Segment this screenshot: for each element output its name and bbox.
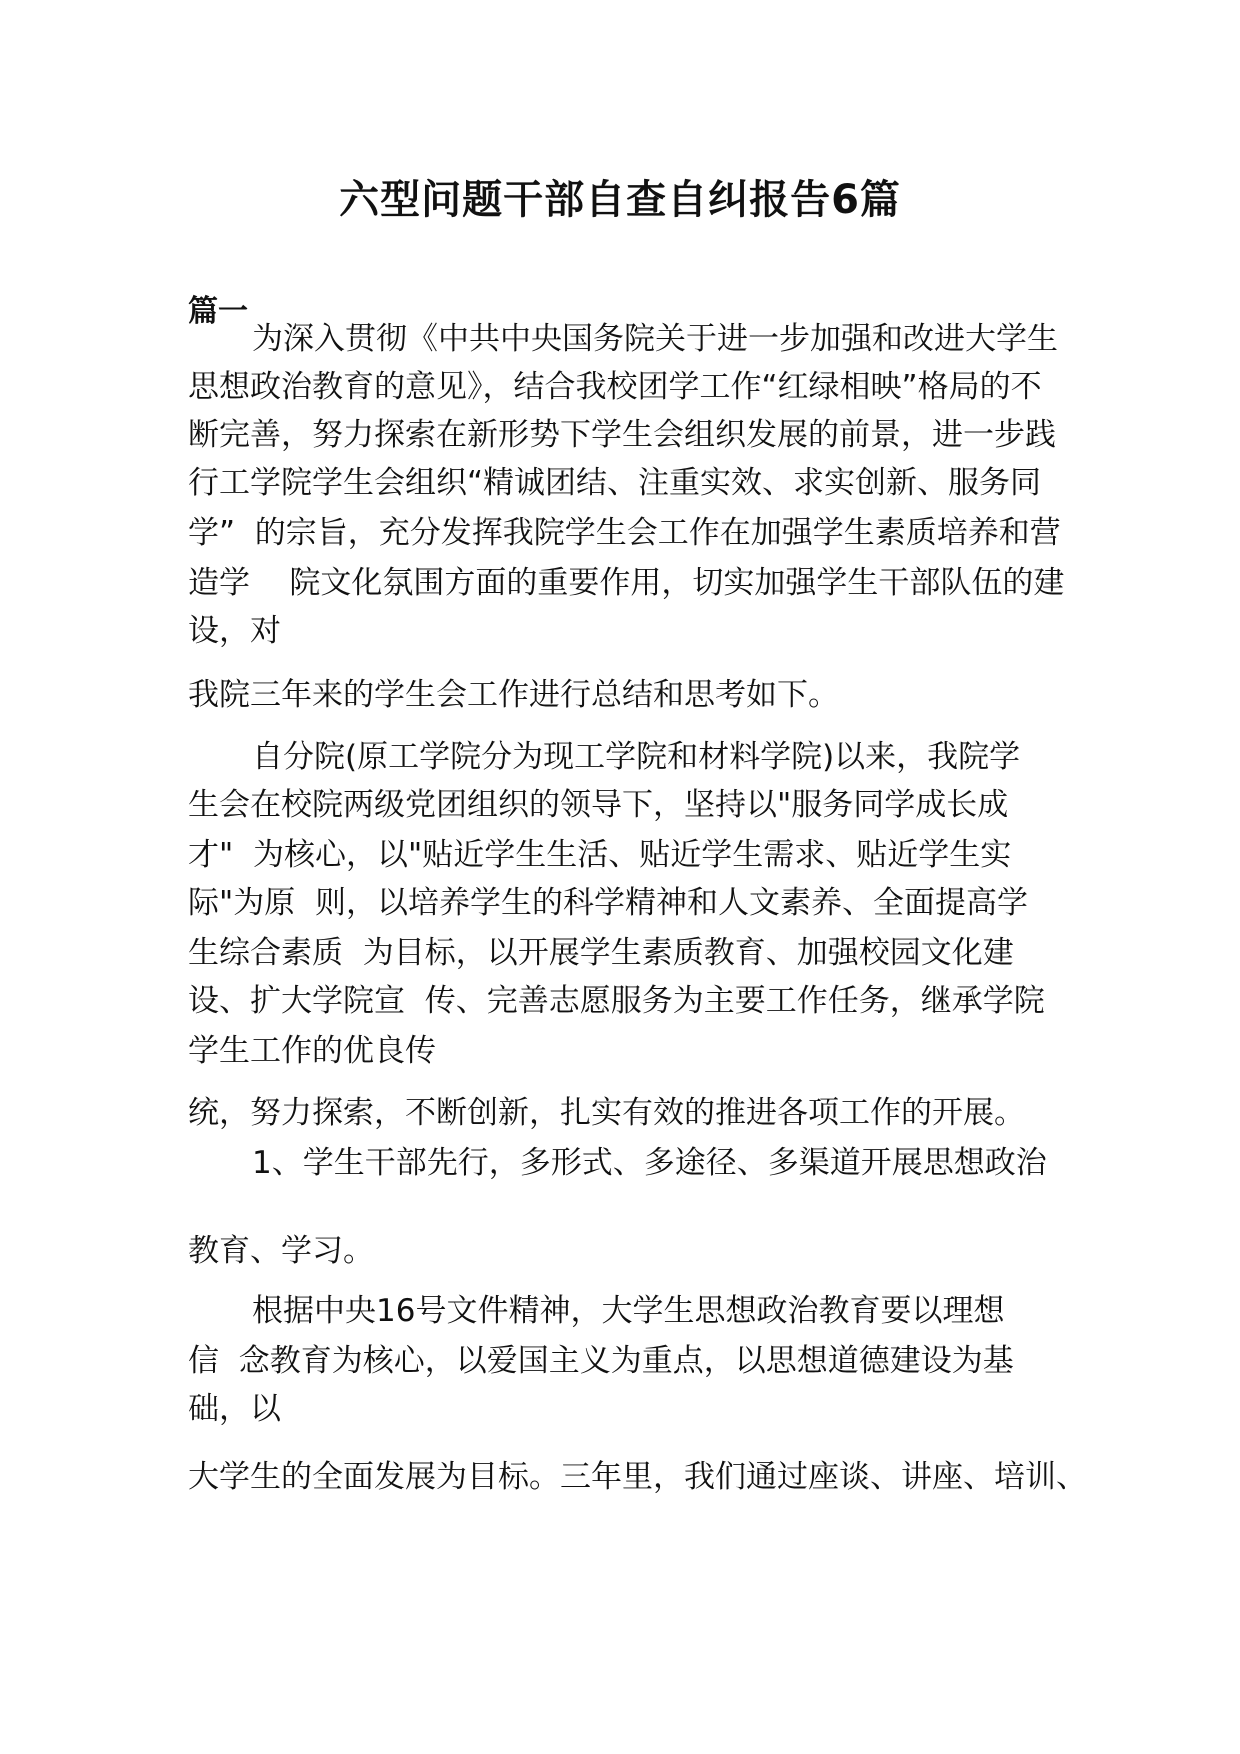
paragraph-line: 思想政治教育的意见》，结合我校团学工作“红绿相映”格局的不 — [188, 369, 1042, 405]
paragraph-line: 学生工作的优良传 — [188, 1033, 436, 1069]
paragraph-line: 大学生的全面发展为目标。三年里，我们通过座谈、讲座、培训、 — [188, 1459, 1087, 1495]
paragraph-line: 设、扩大学院宣 传、完善志愿服务为主要工作任务，继承学院 — [188, 983, 1045, 1019]
paragraph-line: 教育、学习。 — [188, 1233, 374, 1269]
paragraph-line: 我院三年来的学生会工作进行总结和思考如下。 — [188, 677, 839, 713]
paragraph-line: 行工学院学生会组织“精诚团结、注重实效、求实创新、服务同 — [188, 465, 1042, 501]
paragraph-line: 为深入贯彻《中共中央国务院关于进一步加强和改进大学生 — [252, 321, 1058, 357]
paragraph-line: 1、学生干部先行，多形式、多途径、多渠道开展思想政治 — [252, 1145, 1047, 1181]
paragraph-line: 生综合素质 为目标，以开展学生素质教育、加强校园文化建 — [188, 935, 1014, 971]
paragraph-line: 信 念教育为核心，以爱国主义为重点，以思想道德建设为基 — [188, 1343, 1014, 1379]
paragraph-line: 设，对 — [188, 613, 281, 649]
paragraph-line: 自分院(原工学院分为现工学院和材料学院)以来，我院学 — [252, 739, 1021, 775]
document-title: 六型问题干部自查自纠报告6篇 — [339, 177, 901, 223]
paragraph-line: 统，努力探索，不断创新，扎实有效的推进各项工作的开展。 — [188, 1095, 1025, 1131]
paragraph-line: 学” 的宗旨，充分发挥我院学生会工作在加强学生素质培养和营 — [188, 515, 1061, 551]
paragraph-line: 才" 为核心，以"贴近学生生活、贴近学生需求、贴近学生实 — [188, 837, 1012, 873]
section-heading: 篇一 — [188, 294, 248, 329]
paragraph-line: 际"为原 则，以培养学生的科学精神和人文素养、全面提高学 — [188, 885, 1028, 921]
paragraph-line: 础，以 — [188, 1391, 281, 1427]
paragraph-line: 断完善，努力探索在新形势下学生会组织发展的前景，进一步践 — [188, 417, 1056, 453]
paragraph-line: 造学 院文化氛围方面的重要作用，切实加强学生干部队伍的建 — [188, 565, 1065, 601]
paragraph-line: 生会在校院两级党团组织的领导下，坚持以"服务同学成长成 — [188, 787, 1009, 823]
paragraph-line: 根据中央16号文件精神，大学生思想政治教育要以理想 — [252, 1293, 1005, 1329]
